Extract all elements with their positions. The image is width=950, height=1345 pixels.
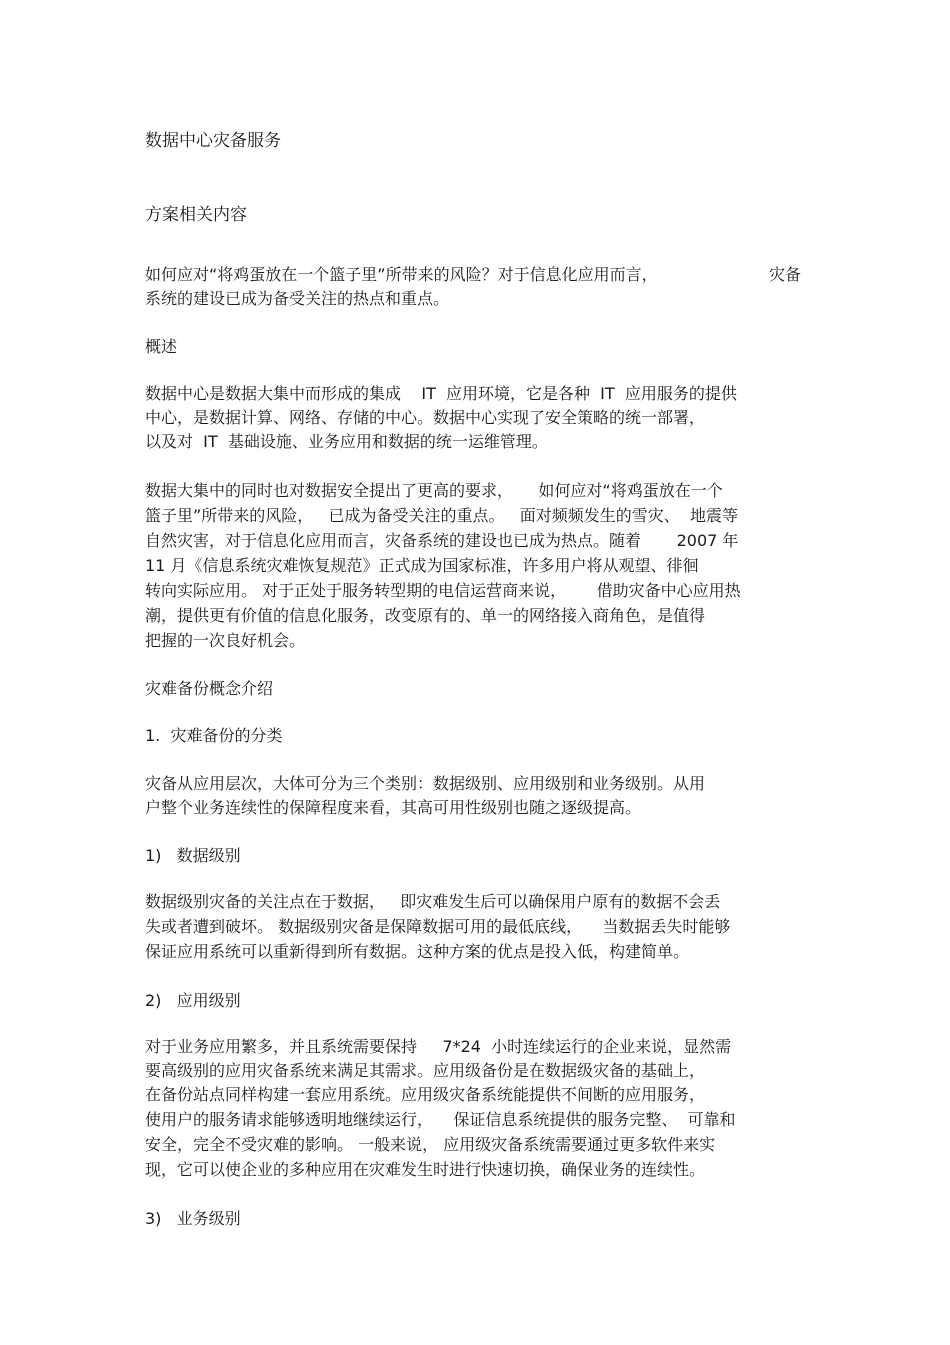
paragraph-line: 以及对 IT 基础设施、业务应用和数据的统一运维管理。	[145, 432, 548, 451]
paragraph-line: 对于业务应用繁多，并且系统需要保持 7*24 小时连续运行的企业来说，显然需	[145, 1037, 732, 1056]
paragraph-line: 在备份站点同样构建一套应用系统。应用级灾备系统能提供不间断的应用服务，	[145, 1085, 706, 1104]
paragraph-line: 要高级别的应用灾备系统来满足其需求。应用级备份是在数据级灾备的基础上，	[145, 1061, 706, 1080]
paragraph-line: 把握的一次良好机会。	[145, 631, 306, 650]
paragraph-line: 保证应用系统可以重新得到所有数据。这种方案的优点是投入低，构建简单。	[145, 942, 690, 961]
paragraph-line: 灾备从应用层次，大体可分为三个类别：数据级别、应用级别和业务级别。从用	[145, 774, 706, 793]
paragraph-line: 户整个业务连续性的保障程度来看，其高可用性级别也随之逐级提高。	[145, 798, 642, 817]
paragraph-line: 转向实际应用。 对于正处于服务转型期的电信运营商来说， 借助灾备中心应用热	[145, 581, 741, 600]
intro-line-tail: 灾备	[769, 265, 802, 284]
paragraph-line: 数据中心是数据大集中而形成的集成 IT 应用环境，它是各种 IT 应用服务的提供	[145, 384, 737, 403]
document-title: 数据中心灾备服务	[145, 131, 281, 151]
paragraph-line: 失或者遭到破坏。 数据级别灾备是保障数据可用的最低底线， 当数据丢失时能够	[145, 917, 731, 936]
concept-heading: 灾难备份概念介绍	[145, 679, 274, 698]
classification-heading: 1. 灾难备份的分类	[145, 726, 283, 745]
section-heading: 方案相关内容	[145, 205, 247, 225]
paragraph-line: 使用户的服务请求能够透明地继续运行， 保证信息系统提供的服务完整、 可靠和	[145, 1110, 736, 1129]
intro-line: 系统的建设已成为备受关注的热点和重点。	[145, 289, 450, 308]
paragraph-line: 数据级别灾备的关注点在于数据， 即灾难发生后可以确保用户原有的数据不会丢	[145, 892, 721, 911]
app-level-heading: 2) 应用级别	[145, 991, 241, 1010]
paragraph-line: 篮子里”所带来的风险， 已成为备受关注的重点。 面对频频发生的雪灾、 地震等	[145, 506, 738, 525]
paragraph-line: 自然灾害，对于信息化应用而言，灾备系统的建设也已成为热点。随着 2007 年	[145, 531, 739, 550]
paragraph-line: 潮，提供更有价值的信息化服务，改变原有的、单一的网络接入商角色，是值得	[145, 606, 706, 625]
paragraph-line: 中心，是数据计算、网络、存储的中心。数据中心实现了安全策略的统一部署，	[145, 408, 706, 427]
paragraph-line: 数据大集中的同时也对数据安全提出了更高的要求， 如何应对“将鸡蛋放在一个	[145, 481, 723, 500]
paragraph-line: 现，它可以使企业的多种应用在灾难发生时进行快速切换，确保业务的连续性。	[145, 1160, 706, 1179]
data-level-heading: 1) 数据级别	[145, 846, 241, 865]
paragraph-line: 11 月《信息系统灾难恢复规范》正式成为国家标准，许多用户将从观望、徘徊	[145, 556, 699, 575]
paragraph-line: 安全，完全不受灾难的影响。 一般来说， 应用级灾备系统需要通过更多软件来实	[145, 1135, 716, 1154]
overview-heading: 概述	[145, 337, 178, 356]
business-level-heading: 3) 业务级别	[145, 1209, 241, 1228]
intro-line: 如何应对“将鸡蛋放在一个篮子里”所带来的风险？对于信息化应用而言，	[145, 265, 658, 284]
